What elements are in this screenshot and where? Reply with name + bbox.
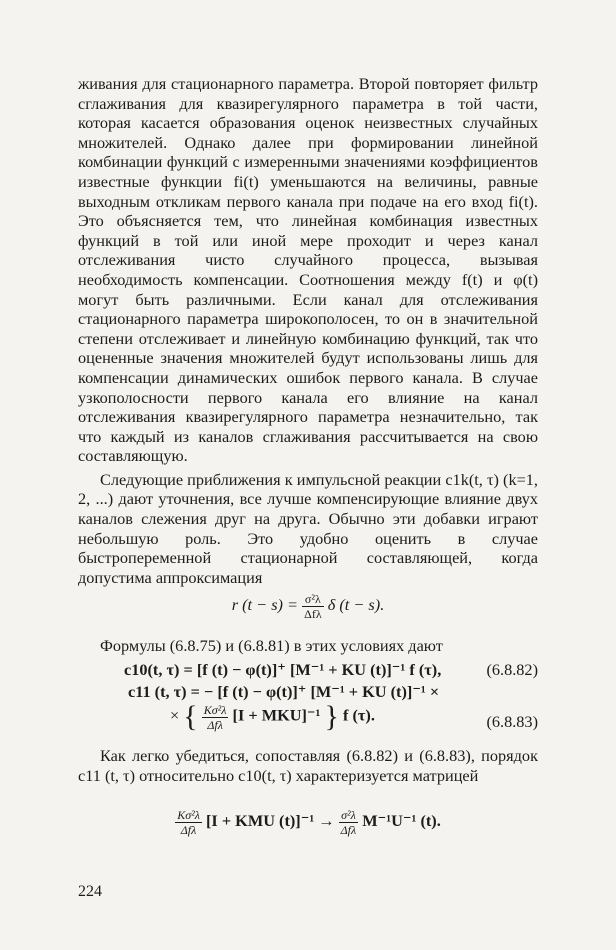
eq-6883-frac-den: Δfλ <box>207 717 223 732</box>
eq-6883-frac-num: Kσ²λ <box>203 702 227 717</box>
equation-approximation <box>78 592 538 621</box>
eq-6883-times: × <box>170 705 180 725</box>
eq-6883-line2 <box>170 700 375 734</box>
eq-6883-line1: c11 (t, τ) = − [f (t) − φ(t)]⁺ [M⁻¹ + KU (t)]⁻¹ × <box>128 682 440 701</box>
final-frac2-den: Δfλ <box>340 823 357 837</box>
final-frac-1 <box>175 808 202 837</box>
final-frac-2 <box>339 808 359 837</box>
approx-fraction <box>302 592 324 621</box>
equation-6-8-83-line2 <box>78 700 538 740</box>
eq-6883-inner: [I + MKU]⁻¹ <box>232 705 321 725</box>
equation-6-8-82 <box>78 660 538 680</box>
left-brace: { <box>183 700 198 733</box>
right-brace: } <box>324 700 339 733</box>
final-middle: [I + KMU (t)]⁻¹ → <box>206 811 335 831</box>
paragraph-2: Следующие приближения к импульсной реакции c1k(t, τ) (k=1, 2, ...) дают уточнения, все лучше компенсирующие влияние двух каналов слежения друг на друга. Обычно эти добавки играют небольшую роль. Это удобно оценить в случае быстропеременной стационарной составляющей, когда допустима аппроксимация <box>78 469 538 587</box>
eq-6882-number: (6.8.82) <box>486 660 538 679</box>
final-frac2-num: σ²λ <box>339 808 359 823</box>
body-text <box>78 74 538 587</box>
final-tail: M⁻¹U⁻¹ (t). <box>362 811 441 831</box>
approx-rhs: δ (t − s). <box>327 595 385 615</box>
page-number: 224 <box>78 883 102 900</box>
closing-paragraph: Как легко убедиться, сопоставляя (6.8.82) и (6.8.83), порядок c11 (t, τ) относительно c10(t, τ) характеризуется матрицей <box>78 746 538 785</box>
equation-final <box>78 808 538 837</box>
equation-6-8-83-line1 <box>78 682 538 702</box>
final-frac1-den: Δfλ <box>180 823 197 837</box>
eq-6883-suffix: f (τ). <box>342 705 375 725</box>
eq-6883-fraction <box>202 703 229 732</box>
approx-frac-num: σ²λ <box>302 592 324 607</box>
approx-frac-den: Δfλ <box>304 607 322 621</box>
eq-6882-body: c10(t, τ) = [f (t) − φ(t)]⁺ [M⁻¹ + KU (t)]⁻¹ f (τ), <box>124 660 442 679</box>
formulas-intro: Формулы (6.8.75) и (6.8.81) в этих условиях дают <box>100 636 443 655</box>
paragraph-1: живания для стационарного параметра. Второй повторяет фильтр сглаживания для квазирегулярного параметра в той части, которая касается образования оценок неизвестных случайных множителей. Однако далее при формировании линейной комбинации функций с измеренными значениями коэффициентов известные функции fi(t) уменьшаются на величины, равные выходным откликам первого канала при подаче на его вход fi(t). Это объясняется тем, что линейная комбинация известных функций в той или иной мере проходит и через канал отслеживания чисто случайного процесса, вызывая необходимость компенсации. Соотношения между f(t) и φ(t) могут быть различными. Если канал для отслеживания стационарного параметра широкополосен, то он в значительной степени отслеживает и линейную комбинацию функций, так что оцененные значения множителей будут использованы лишь для компенсации динамических ошибок первого канала. В случае узкополосности первого канала его влияние на канал отслеживания квазирегулярного параметра незначительно, так что каждый из каналов сглаживания рассчитывается на свою составляющую. <box>78 74 538 466</box>
eq-6883-number: (6.8.83) <box>486 712 538 731</box>
approx-lhs: r (t − s) = <box>231 595 299 615</box>
final-frac1-num: Kσ²λ <box>177 808 200 822</box>
